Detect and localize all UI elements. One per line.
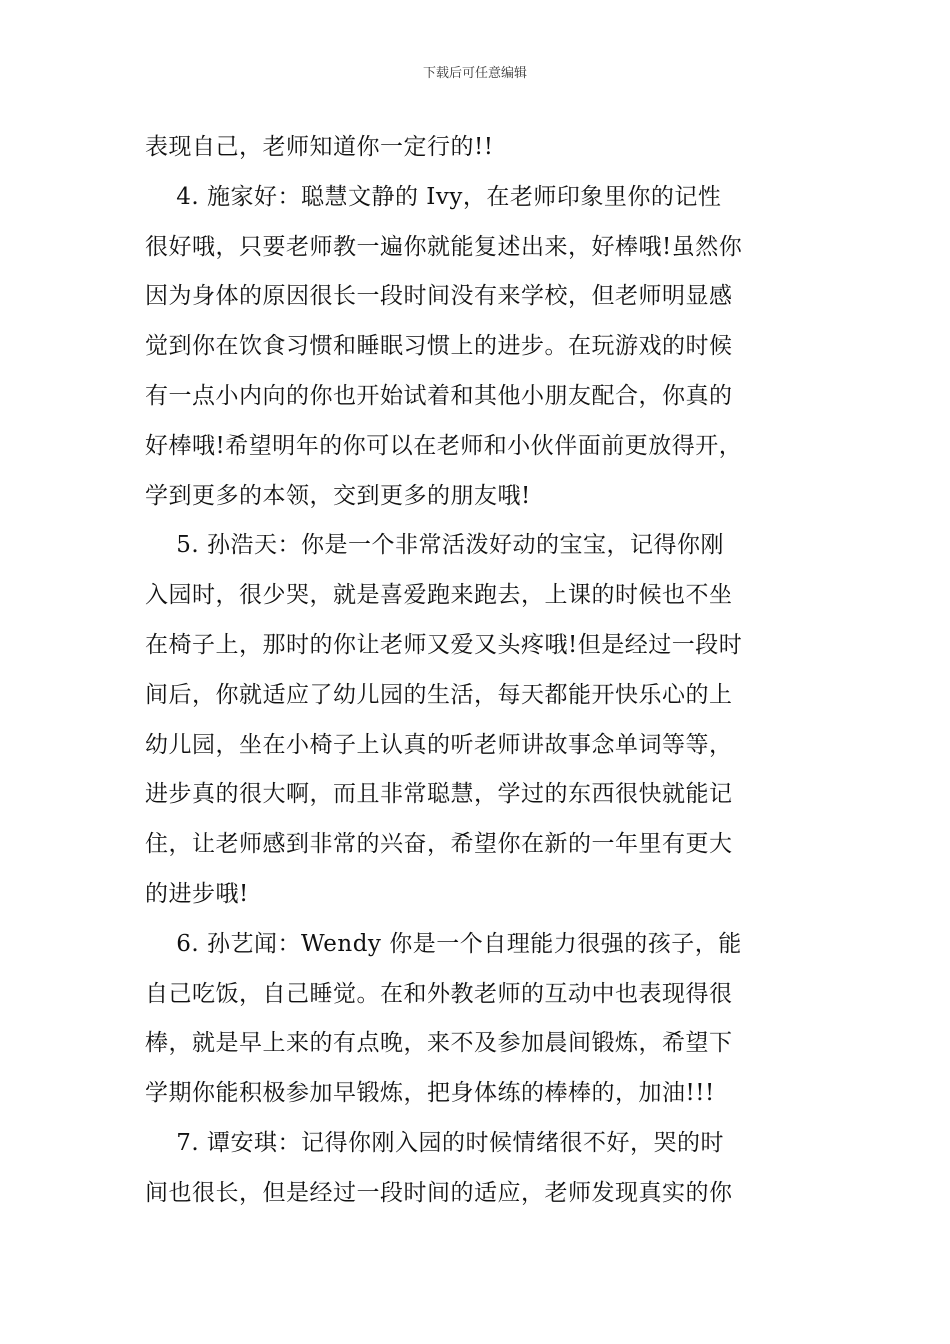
text-line: 自己吃饭，自己睡觉。在和外教老师的互动中也表现得很 [145, 980, 733, 1007]
text-line: 间也很长，但是经过一段时间的适应，老师发现真实的你 [145, 1179, 733, 1206]
text-line: 觉到你在饮食习惯和睡眠习惯上的进步。在玩游戏的时候 [145, 333, 733, 360]
text-line: 表现自己，老师知道你一定行的!! [145, 134, 494, 160]
text-line: 好棒哦!希望明年的你可以在老师和小伙伴面前更放得开， [145, 432, 743, 459]
page-header: 下载后可任意编辑 [422, 66, 527, 81]
text-line: 有一点小内向的你也开始试着和其他小朋友配合，你真的 [145, 383, 733, 409]
text-line: 5. 孙浩天：你是一个非常活泼好动的宝宝，记得你刚 [145, 532, 724, 559]
text-line: 幼儿园，坐在小椅子上认真的听老师讲故事念单词等等， [145, 731, 733, 758]
text-line: 入园时，很少哭，就是喜爱跑来跑去，上课的时候也不坐 [145, 582, 733, 609]
text-line: 因为身体的原因很长一段时间没有来学校，但老师明显感 [145, 283, 733, 310]
text-line: 棒，就是早上来的有点晚，来不及参加晨间锻炼，希望下 [145, 1030, 733, 1057]
text-line: 很好哦，只要老师教一遍你就能复述出来，好棒哦!虽然你 [145, 233, 743, 260]
text-line: 间后，你就适应了幼儿园的生活，每天都能开快乐心的上 [145, 681, 733, 708]
text-line: 6. 孙艺闻：Wendy 你是一个自理能力很强的孩子，能 [145, 930, 742, 957]
text-line: 7. 谭安琪：记得你刚入园的时候情绪很不好，哭的时 [145, 1130, 724, 1156]
text-line: 在椅子上，那时的你让老师又爱又头疼哦!但是经过一段时 [145, 632, 743, 658]
text-line: 学到更多的本领，交到更多的朋友哦! [145, 482, 531, 509]
text-line: 4. 施家好：聪慧文静的 Ivy，在老师印象里你的记性 [145, 183, 722, 210]
text-line: 住，让老师感到非常的兴奋，希望你在新的一年里有更大 [145, 831, 733, 858]
text-line: 进步真的很大啊，而且非常聪慧，学过的东西很快就能记 [145, 781, 733, 808]
text-line: 的进步哦! [145, 881, 249, 907]
text-line: 学期你能积极参加早锻炼，把身体练的棒棒的，加油!!! [145, 1080, 715, 1107]
